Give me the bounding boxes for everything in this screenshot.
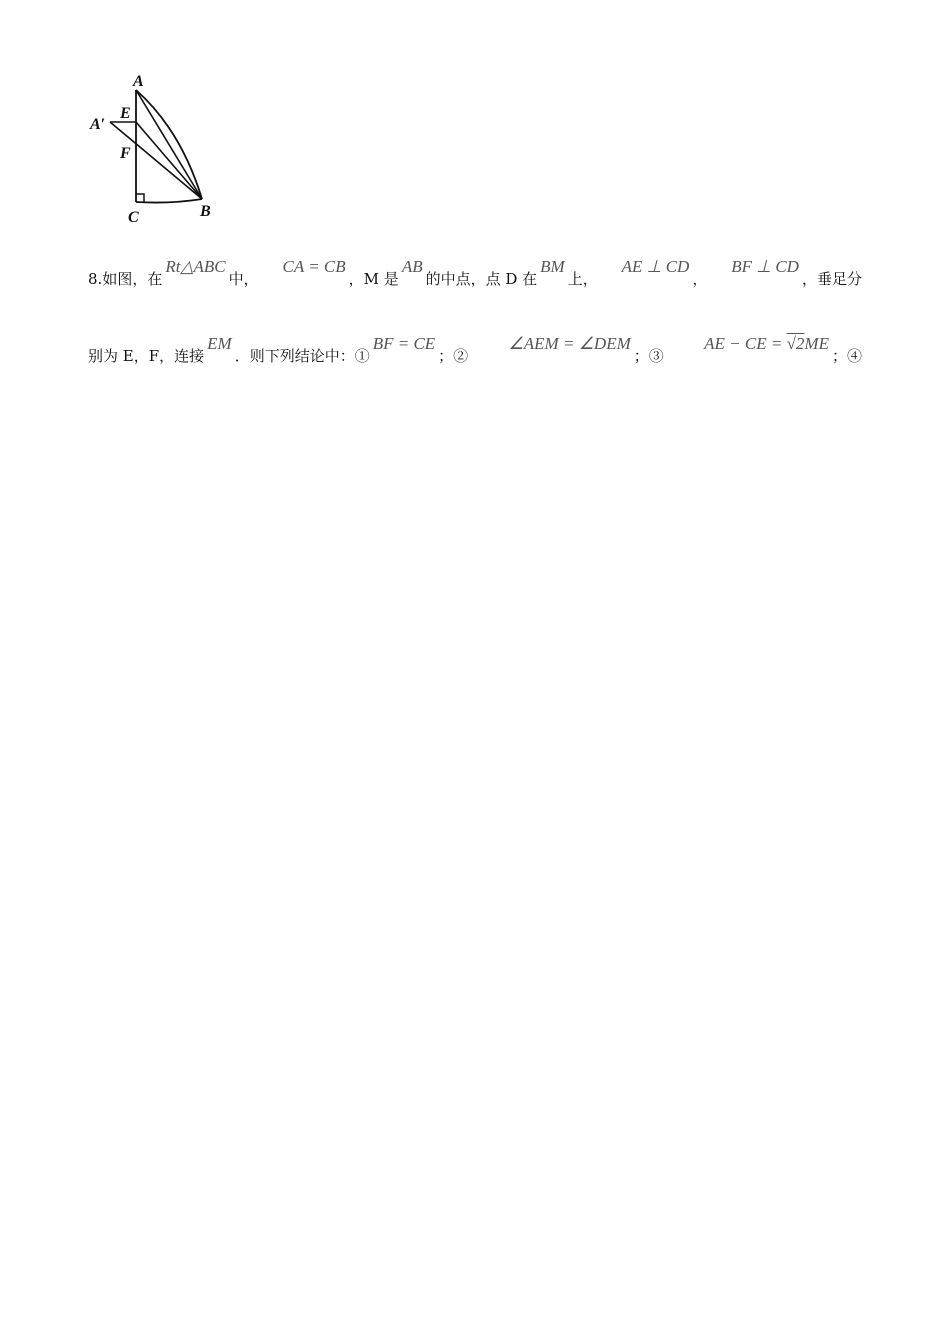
problem-number: 8. bbox=[88, 270, 103, 288]
text-segment: 如图，在 bbox=[102, 270, 163, 288]
geometry-figure bbox=[86, 70, 226, 230]
text-segment: ；③ bbox=[633, 347, 664, 365]
segment-eb bbox=[136, 122, 202, 199]
label-c: C bbox=[128, 209, 139, 226]
math-expression: CA = CB bbox=[282, 257, 346, 276]
text-segment: 中， bbox=[228, 270, 259, 288]
label-e: E bbox=[120, 105, 131, 122]
text-segment: 别为 E，F，连接 bbox=[88, 347, 205, 365]
label-f: F bbox=[120, 145, 131, 162]
segment-ab bbox=[136, 90, 202, 199]
group bbox=[88, 334, 469, 366]
text-segment: ；④ bbox=[831, 347, 862, 365]
group bbox=[701, 334, 862, 366]
group bbox=[728, 257, 862, 289]
math-part: ME bbox=[804, 334, 829, 353]
right-angle-mark bbox=[136, 194, 144, 202]
group bbox=[280, 257, 598, 289]
label-a-prime: A′ bbox=[90, 116, 106, 133]
group bbox=[506, 334, 664, 366]
text-segment: ．则下列结论中：① bbox=[234, 347, 370, 365]
group bbox=[619, 257, 708, 289]
label-a: A bbox=[133, 73, 144, 90]
text-segment: ，M 是 bbox=[348, 270, 399, 288]
text-segment: ；② bbox=[438, 347, 469, 365]
math-part: AE − CE = bbox=[704, 334, 787, 353]
math-expression: BF ⊥ CD bbox=[731, 257, 799, 276]
segment-cb bbox=[136, 199, 202, 203]
text-segment: ，垂足分 bbox=[801, 270, 862, 288]
text-segment: ， bbox=[692, 270, 708, 288]
problem-start bbox=[88, 257, 259, 289]
text-segment: 上， bbox=[567, 270, 598, 288]
math-expression: EM bbox=[207, 334, 232, 353]
math-expression: AE ⊥ CD bbox=[621, 257, 690, 276]
label-b: B bbox=[200, 203, 211, 220]
sqrt-symbol: √2 bbox=[786, 334, 805, 353]
problem-line-1 bbox=[88, 257, 862, 289]
math-expression: BF = CE bbox=[372, 334, 436, 353]
math-expression bbox=[704, 334, 829, 354]
math-expression: AB bbox=[401, 257, 423, 276]
problem-line-2 bbox=[88, 334, 862, 366]
text-segment: 的中点，点 D 在 bbox=[425, 270, 538, 288]
math-expression: Rt△ABC bbox=[165, 257, 226, 276]
math-expression: ∠AEM = ∠DEM bbox=[508, 334, 631, 353]
math-expression: BM bbox=[540, 257, 565, 276]
